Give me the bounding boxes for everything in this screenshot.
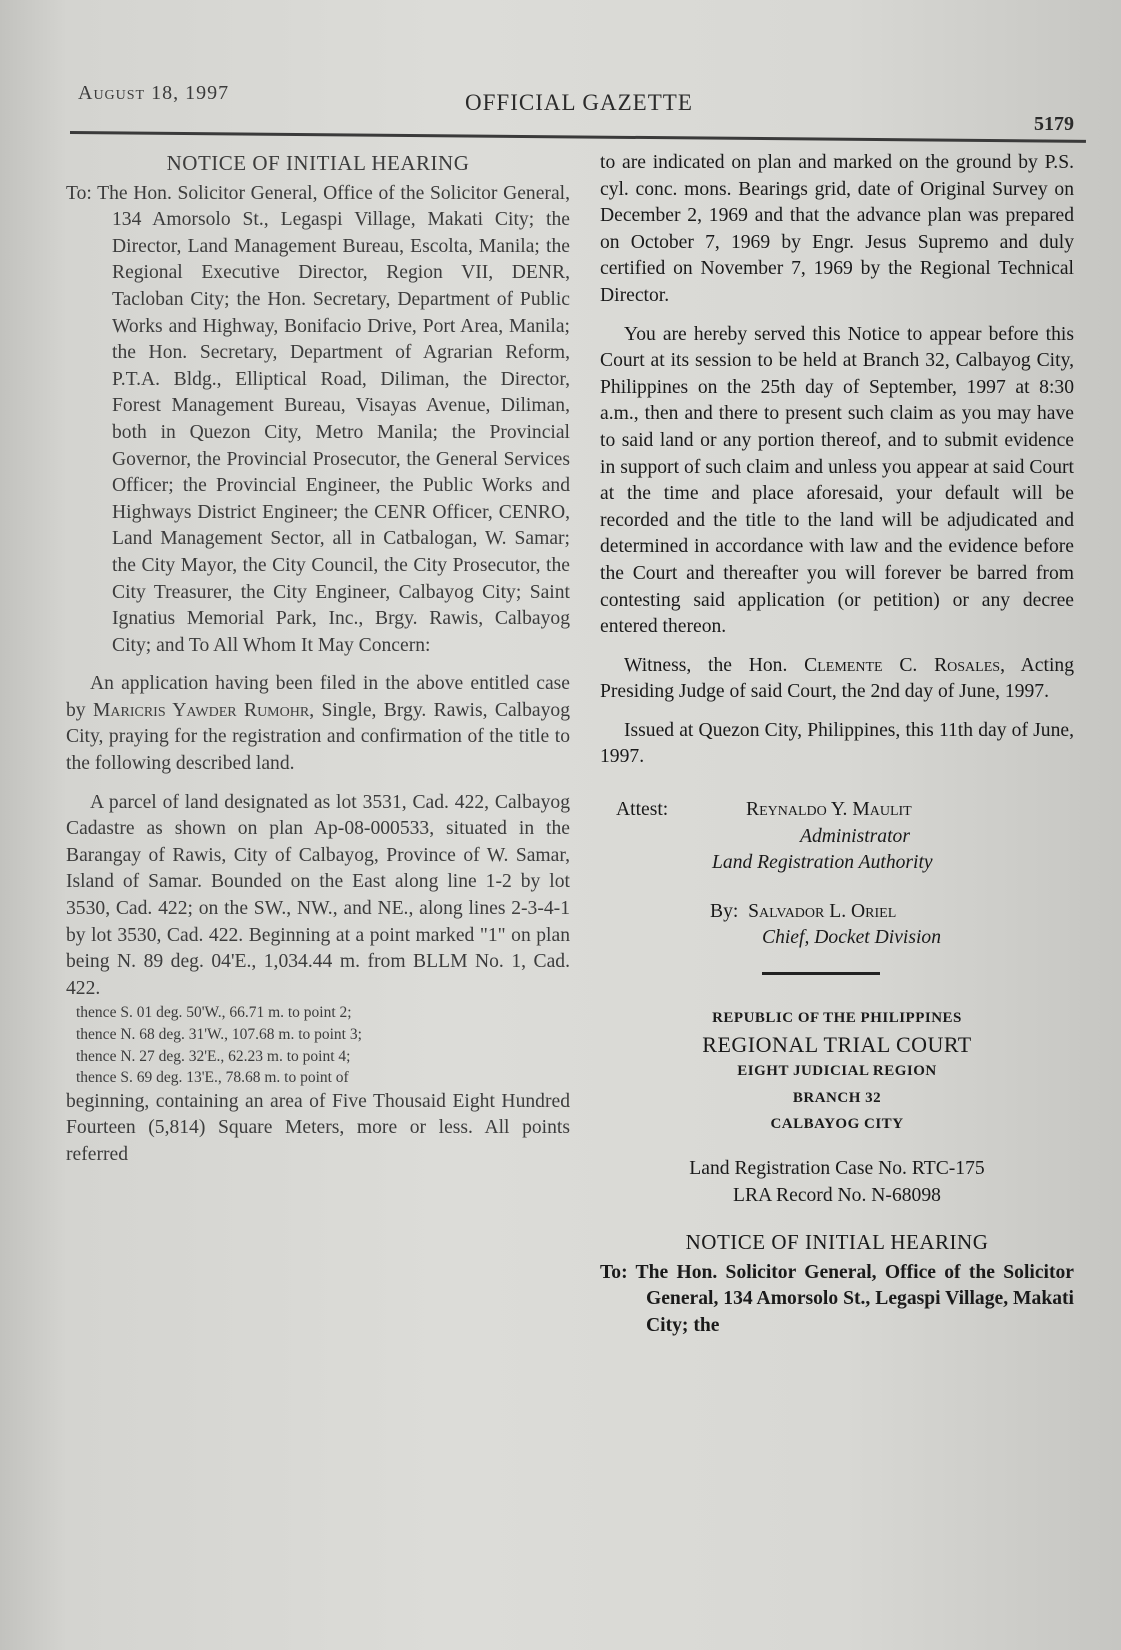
by-name: Salvador L. Oriel (748, 900, 897, 922)
attest-org: Land Registration Authority (712, 852, 933, 874)
attest-name: Reynaldo Y. Maulit (746, 799, 912, 821)
bearing-line-1: thence S. 01 deg. 50'W., 66.71 m. to point 2; (76, 1004, 352, 1022)
header-rule (70, 131, 1086, 143)
addressee-text: The Hon. Solicitor General, Office of the Solicitor General, 134 Amorsolo St., Legaspi Village, Makati City; the Director, Land Management Bureau, Escolta, Manila; the Regional Executive Director, Region VII, DENR, Tacloban City; the Hon. Secretary, Department of Public Works and Highway, Bonifacio Drive, Port Area, Manila; the Hon. Secretary, Department of Agrarian Reform, P.T.A. Bldg., Elliptical Road, Diliman, the Director, Forest Management Bureau, Visayas Avenue, Diliman, both in Quezon City, Metro Manila; the Provincial Governor, the Provincial Prosecutor, the General Services Officer; the Provincial Engineer, the Public Works and Highways District Engineer; the CENR Officer, CENRO, Land Management Sector, all in Catbalogan, W. Samar; the City Mayor, the City Council, the City Prosecutor, the City Treasurer, the City Engineer, Calbayog City; Saint Ignatius Memorial Park, Inc., Brgy. Rawis, Calbayog City; and To All Whom It May Concern: (97, 182, 570, 656)
by-title: Chief, Docket Division (762, 927, 942, 949)
court-republic: REPUBLIC OF THE PHILIPPINES (712, 1010, 962, 1027)
bearing-line-2: thence N. 68 deg. 31'W., 107.68 m. to point 3; (76, 1026, 362, 1043)
lra-record: LRA Record No. N-68098 (733, 1184, 941, 1206)
addressee-block-2 (600, 1260, 1074, 1340)
to-label-2: To: (600, 1261, 628, 1283)
land-description: A parcel of land designated as lot 3531, Cad. 422, Calbayog Cadastre as shown on plan Ap-08-000533, situated in the Barangay of Rawis, City of Calbayog, Province of W. Samar, Island of Samar. Bounded on the East along line 1-2 by lot 3530, Cad. 422; on the SW., NW., and NE., along lines 2-3-4-1 by lot 3530, Cad. 422. Beginning at a point marked "1" on plan being N. 89 deg. 04'E., 1,034.44 m. from BLLM No. 1, Cad. 422. (66, 791, 570, 999)
by-label: By: (710, 900, 739, 922)
summons-paragraph: You are hereby served this Notice to appear before this Court at its session to be held at Branch 32, Calbayog City, Philippines on the 25th day of September, 1997 at 8:30 a.m., then and there to present such claim as you may have to said land or any portion thereof, and to submit evidence in support of such claim and unless you appear at said Court at the time and place aforesaid, your default will be recorded and the title to the land will be adjudicated and determined in accordance with law and the evidence before the Court and thereafter you will forever be barred from contesting said application (or petition) or any decree entered thereon. (600, 323, 1074, 638)
notice-heading-2: NOTICE OF INITIAL HEARING (685, 1230, 989, 1255)
notice-heading: NOTICE OF INITIAL HEARING (166, 151, 470, 175)
court-name: REGIONAL TRIAL COURT (702, 1031, 972, 1057)
attest-label: Attest: (616, 799, 669, 821)
right-column (600, 150, 1074, 1340)
bearing-line-3: thence N. 27 deg. 32'E., 62.23 m. to point 4; (76, 1047, 351, 1065)
addressee-block (66, 181, 570, 660)
application-paragraph (66, 671, 570, 777)
section-divider (762, 972, 880, 975)
witness-text-a: Witness, the Hon. (624, 654, 788, 676)
applicant-name: Maricris Yawder Rumohr (92, 699, 310, 721)
plan-paragraph: to are indicated on plan and marked on the ground by P.S. cyl. conc. mons. Bearings grid, date of Original Survey on December 2, 1969 and that the advance plan was prepared on October 7, 1969 by Engr. Jesus Supremo and duly certified on November 7, 1969 by the Regional Technical Director. (600, 152, 1074, 306)
page-number: 5179 (1034, 113, 1074, 135)
court-city: CALBAYOG CITY (770, 1116, 904, 1133)
by-row (600, 899, 1074, 926)
case-number: Land Registration Case No. RTC-175 (689, 1158, 985, 1179)
header-date: August 18, 1997 (78, 82, 230, 104)
attest-row (600, 797, 1074, 824)
attest-title: Administrator (800, 825, 910, 847)
header-title: OFFICIAL GAZETTE (465, 90, 693, 115)
to-label: To: (66, 182, 92, 204)
court-region: EIGHT JUDICIAL REGION (737, 1063, 937, 1080)
witness-text-b: , Acting Presiding Judge of said Court, the 2nd day of June, 1997. (600, 654, 1074, 703)
left-column (66, 150, 570, 1169)
area-paragraph: beginning, containing an area of Five Thousaid Eight Hundred Fourteen (5,814) Square Meters, more or less. All points referred (66, 1090, 570, 1165)
court-header (600, 1005, 1074, 1138)
judge-name: Clemente C. Rosales (804, 654, 1001, 676)
court-branch: BRANCH 32 (792, 1089, 882, 1106)
bearing-line-4: thence S. 69 deg. 13'E., 78.68 m. to point of (76, 1069, 349, 1087)
witness-paragraph (600, 653, 1074, 706)
addressee-text-2: The Hon. Solicitor General, Office of the Solicitor General, 134 Amorsolo St., Legaspi Village, Makati City; the (635, 1261, 1074, 1336)
issued-paragraph: Issued at Quezon City, Philippines, this 11th day of June, 1997. (600, 719, 1074, 768)
application-text-b: , Single, Brgy. Rawis, Calbayog City, praying for the registration and confirmation of the title to the following described land. (66, 699, 570, 775)
application-text-a: An application having been filed in the above entitled case by (66, 673, 570, 721)
